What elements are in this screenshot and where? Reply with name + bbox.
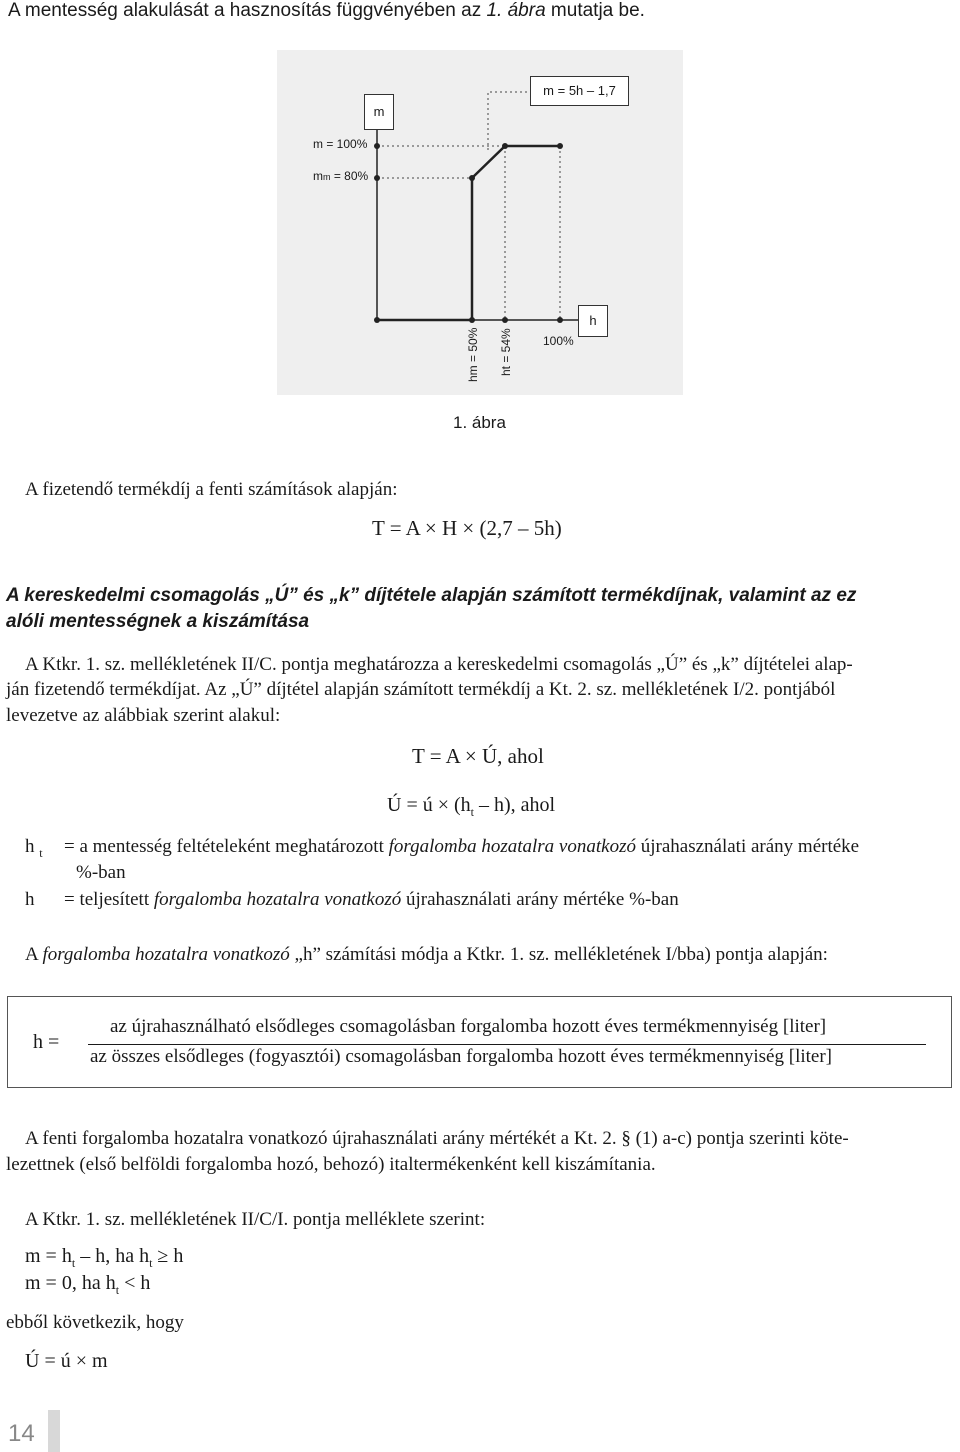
definition-ht-text (64, 836, 859, 858)
paragraph-4-line-2: lezettnek (első belföldi forgalomba hozó, behozó) italtermékenként kell kiszámítania. (6, 1154, 656, 1175)
condition-2-a-sub: t (115, 1283, 120, 1297)
label-mm80-sub: m (323, 172, 331, 182)
point-h100 (557, 143, 563, 149)
equation-1: T = A × H × (2,7 – 5h) (372, 516, 562, 540)
paragraph-1: A fizetendő termékdíj a fenti számítások alapján: (25, 479, 398, 500)
point-mm80-axis (374, 175, 380, 181)
paragraph-6: ebből következik, hogy (6, 1312, 184, 1333)
point-ht-axis (502, 317, 508, 323)
equation-3-sub: t (470, 805, 475, 819)
label-h100: 100% (543, 334, 574, 348)
label-hm50: hm = 50% (466, 327, 480, 382)
formula-lhs: h = (33, 1031, 60, 1053)
condition-1-b-sub: t (149, 1256, 153, 1270)
label-mm80-rest: = 80% (330, 169, 369, 183)
definition-ht-symbol (25, 836, 43, 861)
definition-h-symbol: h (25, 889, 35, 910)
equation-3-post: – h), ahol (474, 794, 556, 816)
point-m100-axis (374, 143, 380, 149)
condition-1-a: m = h (25, 1245, 72, 1267)
page-number: 14 (8, 1420, 35, 1447)
label-mm80-m: m (313, 169, 323, 183)
equation-4: Ú = ú × m (25, 1350, 108, 1372)
axis-label-m: m (364, 94, 394, 130)
condition-2 (25, 1272, 150, 1298)
definition-h-pre: = teljesített (64, 889, 154, 910)
label-mm80 (313, 169, 368, 183)
paragraph-2-line-2: ján fizetendő termékdíjat. Az „Ú” díjtétel alapján számított termékdíj a Kt. 2. sz. mellékletének I/2. pontjából (6, 679, 836, 700)
label-ht54: ht = 54% (499, 328, 513, 376)
definition-ht-post: újrahasználati arány mértéke (635, 836, 860, 857)
formula-denominator: az összes elsődleges (fogyasztói) csomagolásban forgalomba hozott éves termékmennyiség [liter] (90, 1046, 832, 1067)
intro-figure-ref: 1. ábra (486, 0, 546, 21)
point-origin (374, 317, 380, 323)
section-heading-line-1: A kereskedelmi csomagolás „Ú” és „k” díjtétele alapján számított termékdíjnak, valamint az ez (6, 585, 857, 606)
formula-box (7, 996, 952, 1088)
paragraph-3-pre: A (25, 944, 43, 965)
section-heading-line-2: alóli mentességnek a kiszámítása (6, 611, 310, 632)
page-number-bar (48, 1410, 60, 1452)
formula-label: m = 5h – 1,7 (530, 76, 629, 106)
condition-2-b: < h (119, 1272, 151, 1294)
paragraph-3-italic: forgalomba hozatalra vonatkozó (42, 944, 290, 965)
point-ht (502, 143, 508, 149)
paragraph-5: A Ktkr. 1. sz. mellékletének II/C/I. pontja melléklete szerint: (25, 1209, 486, 1230)
definition-ht-sym: h (25, 836, 35, 857)
intro-post: mutatja be. (545, 0, 645, 21)
definition-ht-italic: forgalomba hozatalra vonatkozó (388, 836, 636, 857)
definition-h-post: újrahasználati arány mértéke %-ban (401, 889, 679, 910)
figure-caption: 1. ábra (453, 413, 506, 432)
paragraph-3-post: „h” számítási módja a Ktkr. 1. sz. mellékletének I/bba) pontja alapján: (289, 944, 828, 965)
point-hm-axis (469, 317, 475, 323)
label-m100: m = 100% (313, 137, 368, 151)
definition-ht-sub: t (39, 845, 43, 860)
axis-label-h: h (578, 305, 608, 337)
fraction-bar (88, 1044, 926, 1045)
condition-1-a-sub: t (71, 1256, 76, 1270)
point-h100-axis (557, 317, 563, 323)
equation-2: T = A × Ú, ahol (412, 744, 544, 768)
definition-ht-line-2: %-ban (76, 862, 126, 883)
paragraph-2-line-1: A Ktkr. 1. sz. mellékletének II/C. pontja meghatározza a kereskedelmi csomagolás „Ú” és „k” díjtételei alap- (25, 654, 853, 675)
condition-1-c: ≥ h (152, 1245, 184, 1267)
paragraph-3 (25, 944, 828, 966)
equation-3 (387, 794, 555, 820)
paragraph-2-line-3: levezetve az alábbiak szerint alakul: (6, 705, 281, 726)
figure-plot (0, 0, 960, 420)
definition-h-italic: forgalomba hozatalra vonatkozó (153, 889, 402, 910)
equation-3-pre: Ú = ú × (h (387, 794, 471, 816)
point-hm (469, 175, 475, 181)
mentesseg-curve (377, 146, 560, 320)
condition-1 (25, 1245, 183, 1271)
definition-h-text (64, 889, 679, 911)
definition-ht-pre: = a mentesség feltételeként meghatározott (64, 836, 389, 857)
condition-2-a: m = 0, ha h (25, 1272, 116, 1294)
paragraph-4-line-1: A fenti forgalomba hozatalra vonatkozó újrahasználati arány mértékét a Kt. 2. § (1) a-c) pontja szerinti köte- (25, 1128, 849, 1149)
formula-leader (488, 92, 528, 150)
intro-pre: A mentesség alakulását a hasznosítás függvényében az (8, 0, 487, 21)
condition-1-b: – h, ha h (75, 1245, 150, 1267)
formula-numerator: az újrahasználható elsődleges csomagolásban forgalomba hozott éves termékmennyiség [liter] (110, 1016, 827, 1037)
